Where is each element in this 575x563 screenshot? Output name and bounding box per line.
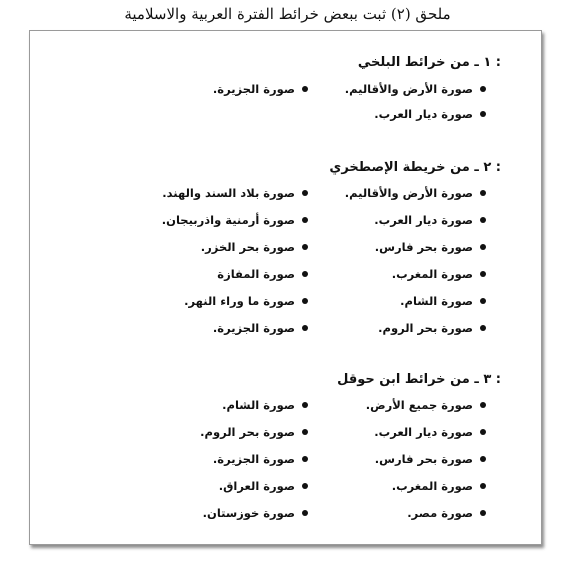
bullet-icon xyxy=(302,402,308,408)
bullet-icon xyxy=(480,325,486,331)
bullet-icon xyxy=(302,217,308,223)
list-item: صورة بلاد السند والهند. xyxy=(162,185,308,201)
bullet-icon xyxy=(302,271,308,277)
list-item: صورة الأرض والأقاليم. xyxy=(345,185,486,201)
bullet-icon xyxy=(480,429,486,435)
list-item: صورة الأرض والأقاليم. xyxy=(345,81,486,97)
list-item: صورة مصر. xyxy=(407,505,486,521)
bullet-icon xyxy=(302,244,308,250)
list-item: صورة المغرب. xyxy=(392,478,486,494)
list-item: صورة الجزيرة. xyxy=(213,81,308,97)
list-item: صورة جميع الأرض. xyxy=(366,397,486,413)
scanned-page-frame xyxy=(29,30,542,545)
section-2-heading: ٢ ـ من خريطة الإصطخري : xyxy=(329,160,501,175)
bullet-icon xyxy=(480,86,486,92)
list-item: صورة ما وراء النهر. xyxy=(184,293,308,309)
list-item: صورة الشام. xyxy=(222,397,308,413)
list-item: صورة المفازة xyxy=(217,266,308,282)
appendix-caption: ملحق (٢) ثبت ببعض خرائط الفترة العربية والاسلامية xyxy=(124,5,451,23)
list-item: صورة بحر الروم. xyxy=(200,424,308,440)
bullet-icon xyxy=(302,298,308,304)
bullet-icon xyxy=(302,456,308,462)
bullet-icon xyxy=(480,510,486,516)
list-item: صورة بحر فارس. xyxy=(375,239,486,255)
list-item: صورة خوزستان. xyxy=(203,505,308,521)
section-3-heading: ٣ ـ من خرائط ابن حوقل : xyxy=(337,372,501,387)
bullet-icon xyxy=(302,86,308,92)
list-item: صورة الجزيرة. xyxy=(213,451,308,467)
bullet-icon xyxy=(480,456,486,462)
bullet-icon xyxy=(480,271,486,277)
bullet-icon xyxy=(302,190,308,196)
list-item: صورة بحر الخزر. xyxy=(201,239,308,255)
list-item: صورة بحر الروم. xyxy=(378,320,486,336)
list-item: صورة المغرب. xyxy=(392,266,486,282)
list-item: صورة ديار العرب. xyxy=(374,106,486,122)
bullet-icon xyxy=(480,483,486,489)
bullet-icon xyxy=(302,510,308,516)
bullet-icon xyxy=(480,217,486,223)
section-1-heading: ١ ـ من خرائط البلخي : xyxy=(357,55,501,70)
list-item: صورة ديار العرب. xyxy=(374,424,486,440)
list-item: صورة ديار العرب. xyxy=(374,212,486,228)
list-item: صورة بحر فارس. xyxy=(375,451,486,467)
bullet-icon xyxy=(480,190,486,196)
bullet-icon xyxy=(480,244,486,250)
bullet-icon xyxy=(480,402,486,408)
list-item: صورة الجزيرة. xyxy=(213,320,308,336)
bullet-icon xyxy=(302,325,308,331)
list-item: صورة العراق. xyxy=(219,478,308,494)
bullet-icon xyxy=(480,111,486,117)
list-item: صورة أرمنية واذربيجان. xyxy=(162,212,308,228)
bullet-icon xyxy=(302,483,308,489)
list-item: صورة الشام. xyxy=(400,293,486,309)
bullet-icon xyxy=(480,298,486,304)
bullet-icon xyxy=(302,429,308,435)
